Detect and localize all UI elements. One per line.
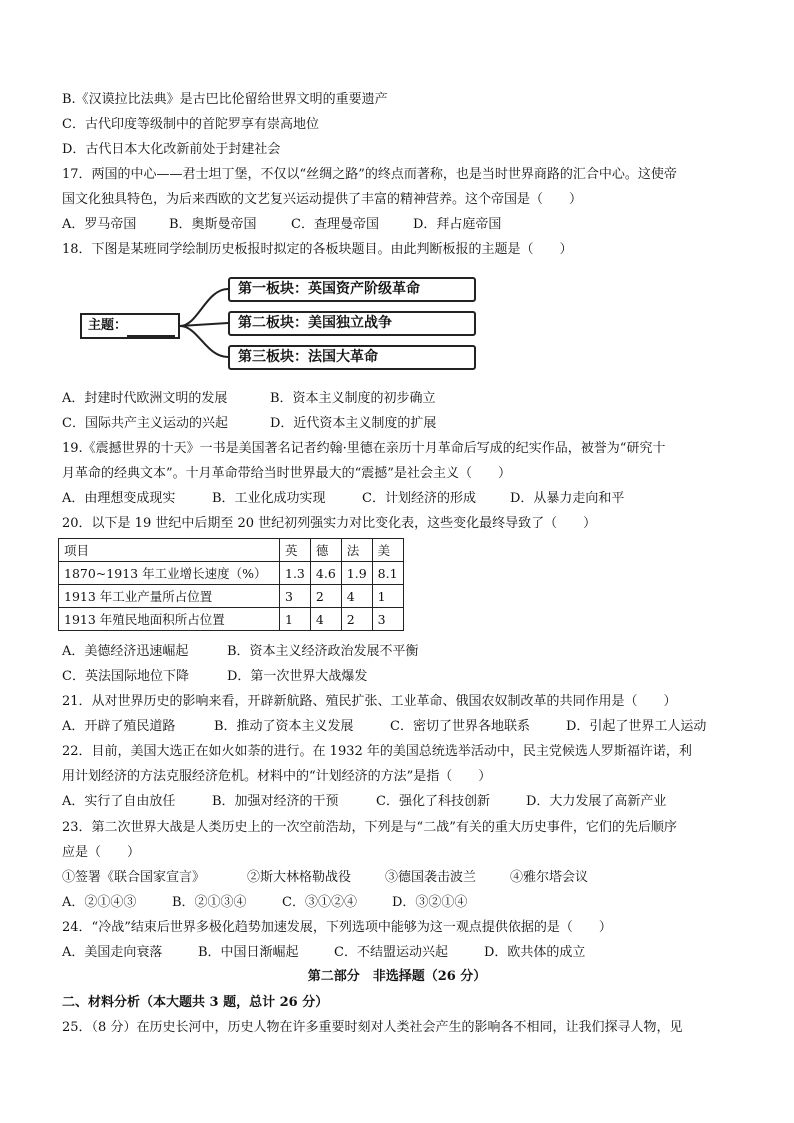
- table-header-cell: 美: [372, 539, 403, 562]
- q18-stem: 18．下图是某班同学绘制历史板报时拟定的各板块题目。由此判断板报的主题是（ ）: [62, 242, 573, 257]
- q23-option-a: A．②①④③: [62, 895, 137, 910]
- q23-options: [62, 894, 467, 912]
- table-cell: 8.1: [372, 562, 403, 585]
- q23-stem-line2: 应是（ ）: [62, 845, 141, 860]
- diagram-board-3: 第三板块：法国大革命: [228, 345, 476, 370]
- table-cell: 4: [341, 585, 372, 608]
- table-header-cell: 法: [341, 539, 372, 562]
- q19-option-c: C．计划经济的形成: [362, 491, 476, 506]
- q19-options: [62, 490, 624, 508]
- table-row: [59, 608, 404, 631]
- q19-option-b: B．工业化成功实现: [212, 491, 326, 506]
- q20-option-c: C．英法国际地位下降: [62, 669, 189, 684]
- q25-stem: 25．（8 分）在历史长河中，历史人物在许多重要时刻对人类社会产生的影响各不相同，让我们探寻人物，见: [62, 1020, 683, 1035]
- q18-diagram: [78, 275, 483, 375]
- q16-option-b: B.《汉谟拉比法典》是古巴比伦留给世界文明的重要遗产: [62, 92, 388, 107]
- table-cell: 3: [280, 585, 311, 608]
- q23-option-c: C．③①②④: [282, 895, 357, 910]
- part2-section-heading: 二、材料分析（本大题共 3 题，总计 26 分）: [62, 995, 329, 1010]
- q21-option-c: C．密切了世界各地联系: [390, 719, 530, 734]
- q16-option-c: C．古代印度等级制中的首陀罗享有崇高地位: [62, 117, 319, 132]
- q24-option-b: B．中国日渐崛起: [198, 945, 299, 960]
- q22-options: [62, 793, 666, 811]
- q17-option-a: A．罗马帝国: [62, 217, 137, 232]
- q24-option-d: D．欧共体的成立: [484, 945, 586, 960]
- table-cell: 1: [280, 608, 311, 631]
- table-cell: 1913 年殖民地面积所占位置: [59, 608, 280, 631]
- q23-stem-line1: 23．第二次世界大战是人类历史上的一次空前浩劫，下列是与“二战”有关的重大历史事件，它们的先后顺序: [62, 820, 677, 835]
- diagram-board-2: 第二板块：美国独立战争: [228, 311, 476, 336]
- q17-option-d: D．拜占庭帝国: [413, 217, 502, 232]
- q17-options: [62, 216, 501, 234]
- q21-stem: 21．从对世界历史的影响来看，开辟新航路、殖民扩张、工业革命、俄国农奴制改革的共同作用是（ ）: [62, 694, 677, 709]
- q17-stem-line1: 17．两国的中心——君士坦丁堡，不仅以“丝绸之路”的终点而著称，也是当时世界商路的汇合中心。这使帝: [62, 167, 677, 182]
- q21-option-d: D．引起了世界工人运动: [566, 719, 707, 734]
- table-cell: 2: [341, 608, 372, 631]
- q20-options-row2: [62, 668, 367, 686]
- table-header-cell: 英: [280, 539, 311, 562]
- table-cell: 2: [310, 585, 341, 608]
- table-row: [59, 585, 404, 608]
- q22-stem-line2: 用计划经济的方法克服经济危机。材料中的“计划经济的方法”是指（ ）: [62, 769, 492, 784]
- q23-option-d: D．③②①④: [392, 895, 468, 910]
- q18-option-b: B．资本主义制度的初步确立: [270, 391, 436, 406]
- q19-option-a: A．由理想变成现实: [62, 491, 176, 506]
- table-header-row: [59, 539, 404, 562]
- q22-option-a: A．实行了自由放任: [62, 794, 176, 809]
- q20-option-a: A．美德经济迅速崛起: [62, 644, 189, 659]
- q22-option-b: B．加强对经济的干预: [212, 794, 339, 809]
- q23-event-3: ③德国袭击波兰: [385, 870, 477, 885]
- diagram-board-1: 第一板块：英国资产阶级革命: [228, 277, 476, 302]
- table-row: [59, 562, 404, 585]
- q22-stem-line1: 22．目前，美国大选正在如火如荼的进行。在 1932 年的美国总统选举活动中，民主党候选人罗斯福许诺，利: [62, 744, 692, 759]
- q20-stem: 20．以下是 19 世纪中后期至 20 世纪初列强实力对比变化表，这些变化最终导致了（ ）: [62, 516, 597, 531]
- diagram-topic-box: [80, 313, 180, 339]
- q18-options-row2: [62, 415, 436, 433]
- q23-option-b: B．②①③④: [172, 895, 247, 910]
- q20-table: [58, 538, 404, 631]
- diagram-topic-blank: [127, 321, 175, 337]
- table-header-cell: 德: [310, 539, 341, 562]
- table-cell: 3: [372, 608, 403, 631]
- table-cell: 1.3: [280, 562, 311, 585]
- q17-stem-line2: 国文化独具特色，为后来西欧的文艺复兴运动提供了丰富的精神营养。这个帝国是（ ）: [62, 192, 583, 207]
- q23-event-2: ②斯大林格勒战役: [247, 870, 352, 885]
- q19-option-d: D．从暴力走向和平: [510, 491, 625, 506]
- q22-option-d: D．大力发展了高新产业: [526, 794, 667, 809]
- table-cell: 4.6: [310, 562, 341, 585]
- q24-options: [62, 944, 585, 962]
- table-cell: 1870~1913 年工业增长速度（%）: [59, 562, 280, 585]
- q17-option-b: B．奥斯曼帝国: [169, 217, 257, 232]
- q20-options-row1: [62, 643, 419, 661]
- q19-stem-line2: 月革命的经典文本”。十月革命带给当时世界最大的“震撼”是社会主义（ ）: [62, 466, 511, 481]
- q17-option-c: C．查理曼帝国: [291, 217, 379, 232]
- q24-option-a: A．美国走向衰落: [62, 945, 163, 960]
- table-cell: 4: [310, 608, 341, 631]
- q23-event-4: ④雅尔塔会议: [510, 870, 589, 885]
- q18-option-c: C．国际共产主义运动的兴起: [62, 416, 228, 431]
- q20-option-d: D．第一次世界大战爆发: [227, 669, 368, 684]
- q24-option-c: C．不结盟运动兴起: [334, 945, 448, 960]
- table-cell: 1: [372, 585, 403, 608]
- q18-options-row1: [62, 390, 436, 408]
- q16-option-d: D．古代日本大化改新前处于封建社会: [62, 142, 281, 157]
- q21-options: [62, 718, 706, 736]
- q19-stem-line1: 19.《震撼世界的十天》一书是美国著名记者约翰·里德在亲历十月革命后写成的纪实作品，被誉为“研究十: [62, 441, 666, 456]
- q21-option-b: B．推动了资本主义发展: [214, 719, 354, 734]
- table-header-cell: 项目: [59, 539, 280, 562]
- q23-event-1: ①签署《联合国家宣言》: [62, 870, 206, 885]
- q18-option-a: A．封建时代欧洲文明的发展: [62, 391, 228, 406]
- table-cell: 1.9: [341, 562, 372, 585]
- q23-events: [62, 869, 588, 887]
- q20-option-b: B．资本主义经济政治发展不平衡: [227, 644, 419, 659]
- q21-option-a: A．开辟了殖民道路: [62, 719, 176, 734]
- q22-option-c: C．强化了科技创新: [376, 794, 490, 809]
- q18-option-d: D．近代资本主义制度的扩展: [270, 416, 437, 431]
- table-cell: 1913 年工业产量所占位置: [59, 585, 280, 608]
- q24-stem: 24．“冷战”结束后世界多极化趋势加速发展，下列选项中能够为这一观点提供依据的是（ ）: [62, 920, 612, 935]
- diagram-topic-label: 主题：: [88, 318, 128, 333]
- part2-title: 第二部分 非选择题（26 分）: [307, 969, 487, 984]
